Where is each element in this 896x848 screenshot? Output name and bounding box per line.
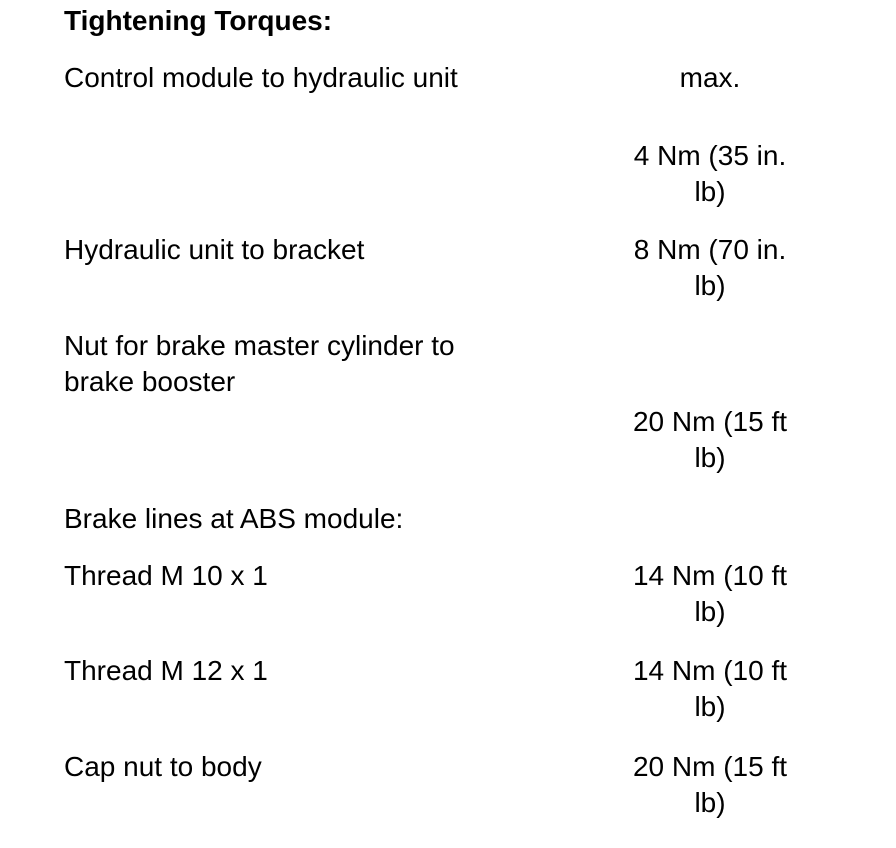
spec-value-line: lb) <box>694 596 726 627</box>
spec-value-line: 14 Nm (10 ft <box>632 560 788 591</box>
spec-label-line: Nut for brake master cylinder to <box>64 330 455 361</box>
spec-label-thread-m10: Thread M 10 x 1 <box>64 560 268 591</box>
spec-note-max: max. <box>679 62 741 93</box>
spec-value-line: 20 Nm (15 ft <box>632 751 788 782</box>
spec-label-master-cylinder-nut <box>64 328 564 400</box>
spec-value-thread-m10 <box>612 558 808 630</box>
spec-value-master-cylinder-nut <box>612 404 808 476</box>
spec-value-line: lb) <box>694 176 726 207</box>
spec-value-line: 14 Nm (10 ft <box>632 655 788 686</box>
spec-value-line: lb) <box>694 787 726 818</box>
spec-value-line: lb) <box>694 691 726 722</box>
spec-label-thread-m12: Thread M 12 x 1 <box>64 655 268 686</box>
spec-value-line: 4 Nm (35 in. <box>633 140 787 171</box>
spec-value-cap-nut <box>612 749 808 821</box>
spec-label-line: brake booster <box>64 366 236 397</box>
spec-label-brake-lines: Brake lines at ABS module: <box>64 503 404 534</box>
spec-label-hydraulic-unit: Hydraulic unit to bracket <box>64 234 365 265</box>
page-heading: Tightening Torques: <box>64 5 333 36</box>
spec-value-line: 20 Nm (15 ft <box>632 406 788 437</box>
spec-value-thread-m12 <box>612 653 808 725</box>
spec-label-cap-nut: Cap nut to body <box>64 751 262 782</box>
spec-value-hydraulic-unit <box>612 232 808 304</box>
spec-value-control-module <box>612 138 808 210</box>
spec-label-control-module: Control module to hydraulic unit <box>64 62 458 93</box>
spec-value-line: lb) <box>694 442 726 473</box>
spec-value-line: 8 Nm (70 in. <box>633 234 787 265</box>
spec-value-line: lb) <box>694 270 726 301</box>
